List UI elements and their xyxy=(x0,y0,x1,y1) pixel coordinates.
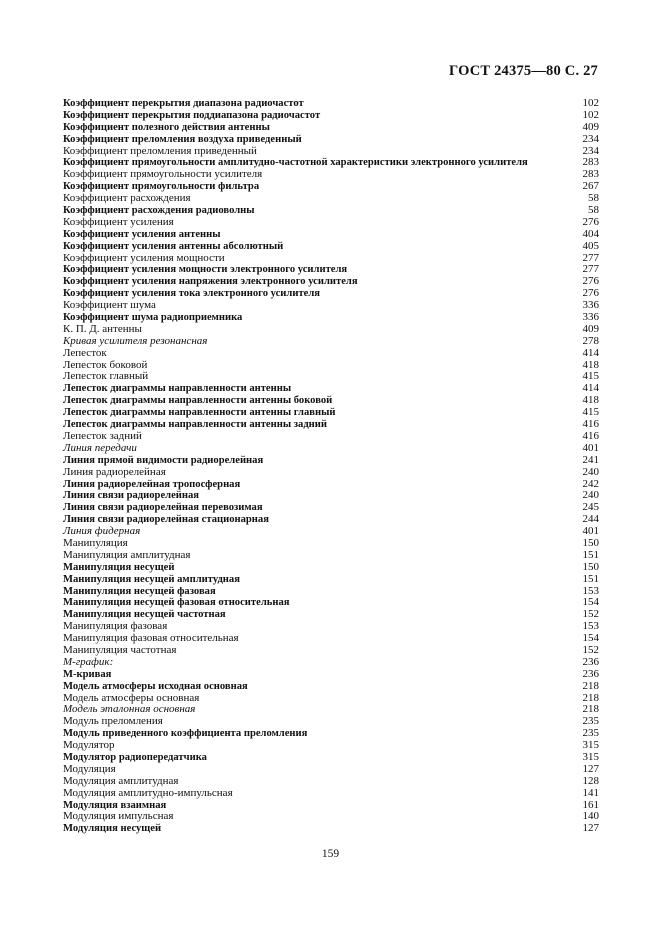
index-entry xyxy=(63,752,599,764)
index-entry xyxy=(63,645,599,657)
index-page-ref: 154 xyxy=(582,596,599,609)
index-page-ref: 141 xyxy=(582,786,599,799)
index-entry xyxy=(63,122,599,134)
index-term: Манипуляция несущей фазовая xyxy=(63,585,216,597)
index-term: М-кривая xyxy=(63,668,112,680)
index-page-ref: 415 xyxy=(582,406,599,419)
index-page-ref: 404 xyxy=(582,227,599,240)
index-entry xyxy=(63,98,599,110)
index-entry xyxy=(63,788,599,800)
index-term: Модуль приведенного коэффициента преломления xyxy=(63,728,308,740)
index-page-ref: 151 xyxy=(582,572,599,585)
index-entry xyxy=(63,419,599,431)
index-term: Коэффициент усиления мощности электронного усилителя xyxy=(63,264,348,276)
index-term: Линия передачи xyxy=(63,441,137,454)
index-page-ref: 245 xyxy=(582,501,599,514)
index-page-ref: 218 xyxy=(582,703,599,716)
index-entry xyxy=(63,490,599,502)
index-page-ref: 405 xyxy=(582,239,599,252)
index-term: Лепесток диаграммы направленности антенны боковой xyxy=(63,395,333,407)
index-page-ref: 416 xyxy=(582,418,599,431)
index-page-ref: 276 xyxy=(582,275,599,288)
index-page-ref: 414 xyxy=(582,382,599,395)
index-entry xyxy=(63,526,599,538)
index-page-ref: 161 xyxy=(582,798,599,811)
index-term: Коэффициент перекрытия диапазона радиочастот xyxy=(63,98,304,109)
index-entry xyxy=(63,407,599,419)
index-term: Коэффициент прямоугольности фильтра xyxy=(63,181,260,193)
index-term: Коэффициент усиления мощности xyxy=(63,251,225,264)
index-page-ref: 414 xyxy=(582,346,599,359)
index-entry xyxy=(63,586,599,598)
index-page-ref: 416 xyxy=(582,429,599,442)
index-term: Коэффициент расхождения радиоволны xyxy=(63,205,255,217)
index-term: Манипуляция несущей частотная xyxy=(63,609,226,621)
index-entry xyxy=(63,134,599,146)
index-page-ref: 283 xyxy=(582,156,599,169)
index-entry xyxy=(63,550,599,562)
index-term: Манипуляция амплитудная xyxy=(63,548,191,561)
index-entry xyxy=(63,455,599,467)
index-page-ref: 234 xyxy=(582,132,599,145)
index-entry xyxy=(63,467,599,479)
index-term: Кривая усилителя резонансная xyxy=(63,334,208,347)
index-term: Линия связи радиорелейная xyxy=(63,490,200,502)
index-page-ref: 150 xyxy=(582,536,599,549)
index-page-ref: 276 xyxy=(582,287,599,300)
index-entry xyxy=(63,764,599,776)
index-term: К. П. Д. антенны xyxy=(63,322,142,335)
index-entry xyxy=(63,193,599,205)
index-term: Модель атмосферы основная xyxy=(63,691,200,704)
index-page-ref: 336 xyxy=(582,311,599,324)
index-term: Лепесток xyxy=(63,346,107,359)
index-entry xyxy=(63,728,599,740)
index-entry xyxy=(63,371,599,383)
index-entry xyxy=(63,312,599,324)
index-page-ref: 241 xyxy=(582,453,599,466)
index-page-ref: 242 xyxy=(582,477,599,490)
index-page-ref: 218 xyxy=(582,679,599,692)
page-header: ГОСТ 24375—80 С. 27 xyxy=(449,63,598,79)
index-term: Коэффициент прямоугольности усилителя xyxy=(63,168,263,181)
index-page-ref: 150 xyxy=(582,560,599,573)
index-entry xyxy=(63,110,599,122)
index-term: Модуляция xyxy=(63,762,116,775)
index-term: Коэффициент полезного действия антенны xyxy=(63,121,270,133)
page-number: 159 xyxy=(321,848,340,860)
index-term: Модуляция взаимная xyxy=(63,799,167,811)
index-entry xyxy=(63,502,599,514)
index-entry xyxy=(63,217,599,229)
index-page-ref: 315 xyxy=(582,750,599,763)
index-term: Коэффициент усиления тока электронного усилителя xyxy=(63,288,321,300)
index-page-ref: 283 xyxy=(582,168,599,181)
index-term: Манипуляция несущей xyxy=(63,561,175,573)
index-term: Линия связи радиорелейная перевозимая xyxy=(63,502,263,514)
index-page-ref: 401 xyxy=(582,441,599,454)
index-term: Лепесток главный xyxy=(63,370,149,383)
index-list xyxy=(63,98,599,835)
index-page-ref: 152 xyxy=(582,608,599,621)
index-term: Лепесток диаграммы направленности антенны главный xyxy=(63,407,336,419)
index-term: Модуляция несущей xyxy=(63,823,162,835)
index-page-ref: 277 xyxy=(582,251,599,264)
index-page-ref: 240 xyxy=(582,489,599,502)
index-entry xyxy=(63,740,599,752)
index-page-ref: 236 xyxy=(582,655,599,668)
index-page-ref: 128 xyxy=(582,774,599,787)
index-term: Манипуляция фазовая xyxy=(63,620,168,633)
index-term: Модель эталонная основная xyxy=(63,703,196,716)
index-term: Коэффициент прямоугольности амплитудно-частотной характеристики электронного усилителя xyxy=(63,157,528,169)
index-entry xyxy=(63,776,599,788)
index-page-ref: 235 xyxy=(582,727,599,740)
index-page-ref: 235 xyxy=(582,715,599,728)
index-entry xyxy=(63,300,599,312)
index-term: Коэффициент перекрытия поддиапазона радиочастот xyxy=(63,109,321,121)
index-page-ref: 409 xyxy=(582,120,599,133)
index-term: Коэффициент преломления воздуха приведенный xyxy=(63,133,302,145)
index-entry xyxy=(63,348,599,360)
index-term: Коэффициент усиления антенны xyxy=(63,228,221,240)
index-entry xyxy=(63,597,599,609)
index-term: Коэффициент шума xyxy=(63,299,156,312)
index-entry xyxy=(63,716,599,728)
index-term: Модуляция импульсная xyxy=(63,810,174,823)
index-term: Лепесток задний xyxy=(63,429,142,442)
index-page-ref: 418 xyxy=(582,394,599,407)
index-term: Линия фидерная xyxy=(63,525,141,538)
index-term: Модулятор радиопередатчика xyxy=(63,751,207,763)
index-term: Коэффициент шума радиоприемника xyxy=(63,312,243,324)
index-entry xyxy=(63,383,599,395)
index-entry xyxy=(63,395,599,407)
index-entry xyxy=(63,229,599,241)
index-page-ref: 315 xyxy=(582,739,599,752)
index-entry xyxy=(63,169,599,181)
index-entry xyxy=(63,562,599,574)
index-term: Коэффициент преломления приведенный xyxy=(63,144,257,157)
index-entry xyxy=(63,146,599,158)
index-entry xyxy=(63,264,599,276)
index-term: Лепесток боковой xyxy=(63,358,148,371)
index-page-ref: 102 xyxy=(582,97,599,109)
index-page-ref: 278 xyxy=(582,334,599,347)
index-entry xyxy=(63,681,599,693)
index-page-ref: 276 xyxy=(582,215,599,228)
index-term: Коэффициент усиления xyxy=(63,215,174,228)
index-page-ref: 234 xyxy=(582,144,599,157)
index-page-ref: 240 xyxy=(582,465,599,478)
index-page-ref: 140 xyxy=(582,810,599,823)
index-page-ref: 267 xyxy=(582,180,599,193)
index-page-ref: 152 xyxy=(582,643,599,656)
index-term: Модуляция амплитудно-импульсная xyxy=(63,786,233,799)
index-entry xyxy=(63,514,599,526)
index-term: Линия радиорелейная тропосферная xyxy=(63,478,241,490)
index-page-ref: 277 xyxy=(582,263,599,276)
index-page-ref: 153 xyxy=(582,620,599,633)
index-page-ref: 236 xyxy=(582,667,599,680)
index-term: Линия связи радиорелейная стационарная xyxy=(63,514,269,526)
index-page-ref: 244 xyxy=(582,513,599,526)
index-term: Манипуляция фазовая относительная xyxy=(63,632,239,645)
index-entry xyxy=(63,669,599,681)
index-page-ref: 58 xyxy=(588,192,599,205)
index-term: Манипуляция частотная xyxy=(63,643,177,656)
index-entry xyxy=(63,811,599,823)
index-page-ref: 151 xyxy=(582,548,599,561)
index-page-ref: 58 xyxy=(588,204,599,217)
index-term: Лепесток диаграммы направленности антенны задний xyxy=(63,419,327,431)
index-term: Лепесток диаграммы направленности антенны xyxy=(63,383,292,395)
index-term: Линия радиорелейная xyxy=(63,465,166,478)
index-entry xyxy=(63,823,599,835)
index-entry xyxy=(63,574,599,586)
index-term: Линия прямой видимости радиорелейная xyxy=(63,454,264,466)
index-term: Модуляция амплитудная xyxy=(63,774,179,787)
index-page-ref: 415 xyxy=(582,370,599,383)
index-term: Манипуляция несущей амплитудная xyxy=(63,573,240,585)
index-entry xyxy=(63,443,599,455)
index-term: М-график: xyxy=(63,655,114,668)
index-entry xyxy=(63,336,599,348)
index-term: Манипуляция несущей фазовая относительная xyxy=(63,597,290,609)
index-entry xyxy=(63,253,599,265)
index-term: Модуль преломления xyxy=(63,715,163,728)
index-page-ref: 102 xyxy=(582,108,599,121)
index-term: Модель атмосферы исходная основная xyxy=(63,680,248,692)
index-term: Манипуляция xyxy=(63,536,128,549)
index-entry xyxy=(63,657,599,669)
index-page-ref: 418 xyxy=(582,358,599,371)
index-entry xyxy=(63,479,599,491)
index-page-ref: 153 xyxy=(582,584,599,597)
index-term: Коэффициент расхождения xyxy=(63,192,191,205)
index-page-ref: 127 xyxy=(582,762,599,775)
index-entry xyxy=(63,431,599,443)
index-page-ref: 336 xyxy=(582,299,599,312)
index-page-ref: 154 xyxy=(582,632,599,645)
index-page-ref: 409 xyxy=(582,322,599,335)
index-entry xyxy=(63,276,599,288)
index-term: Модулятор xyxy=(63,739,115,752)
index-term: Коэффициент усиления антенны абсолютный xyxy=(63,240,284,252)
index-page-ref: 127 xyxy=(582,822,599,835)
index-page-ref: 401 xyxy=(582,525,599,538)
index-page-ref: 218 xyxy=(582,691,599,704)
index-term: Коэффициент усиления напряжения электронного усилителя xyxy=(63,276,358,288)
index-entry xyxy=(63,241,599,253)
